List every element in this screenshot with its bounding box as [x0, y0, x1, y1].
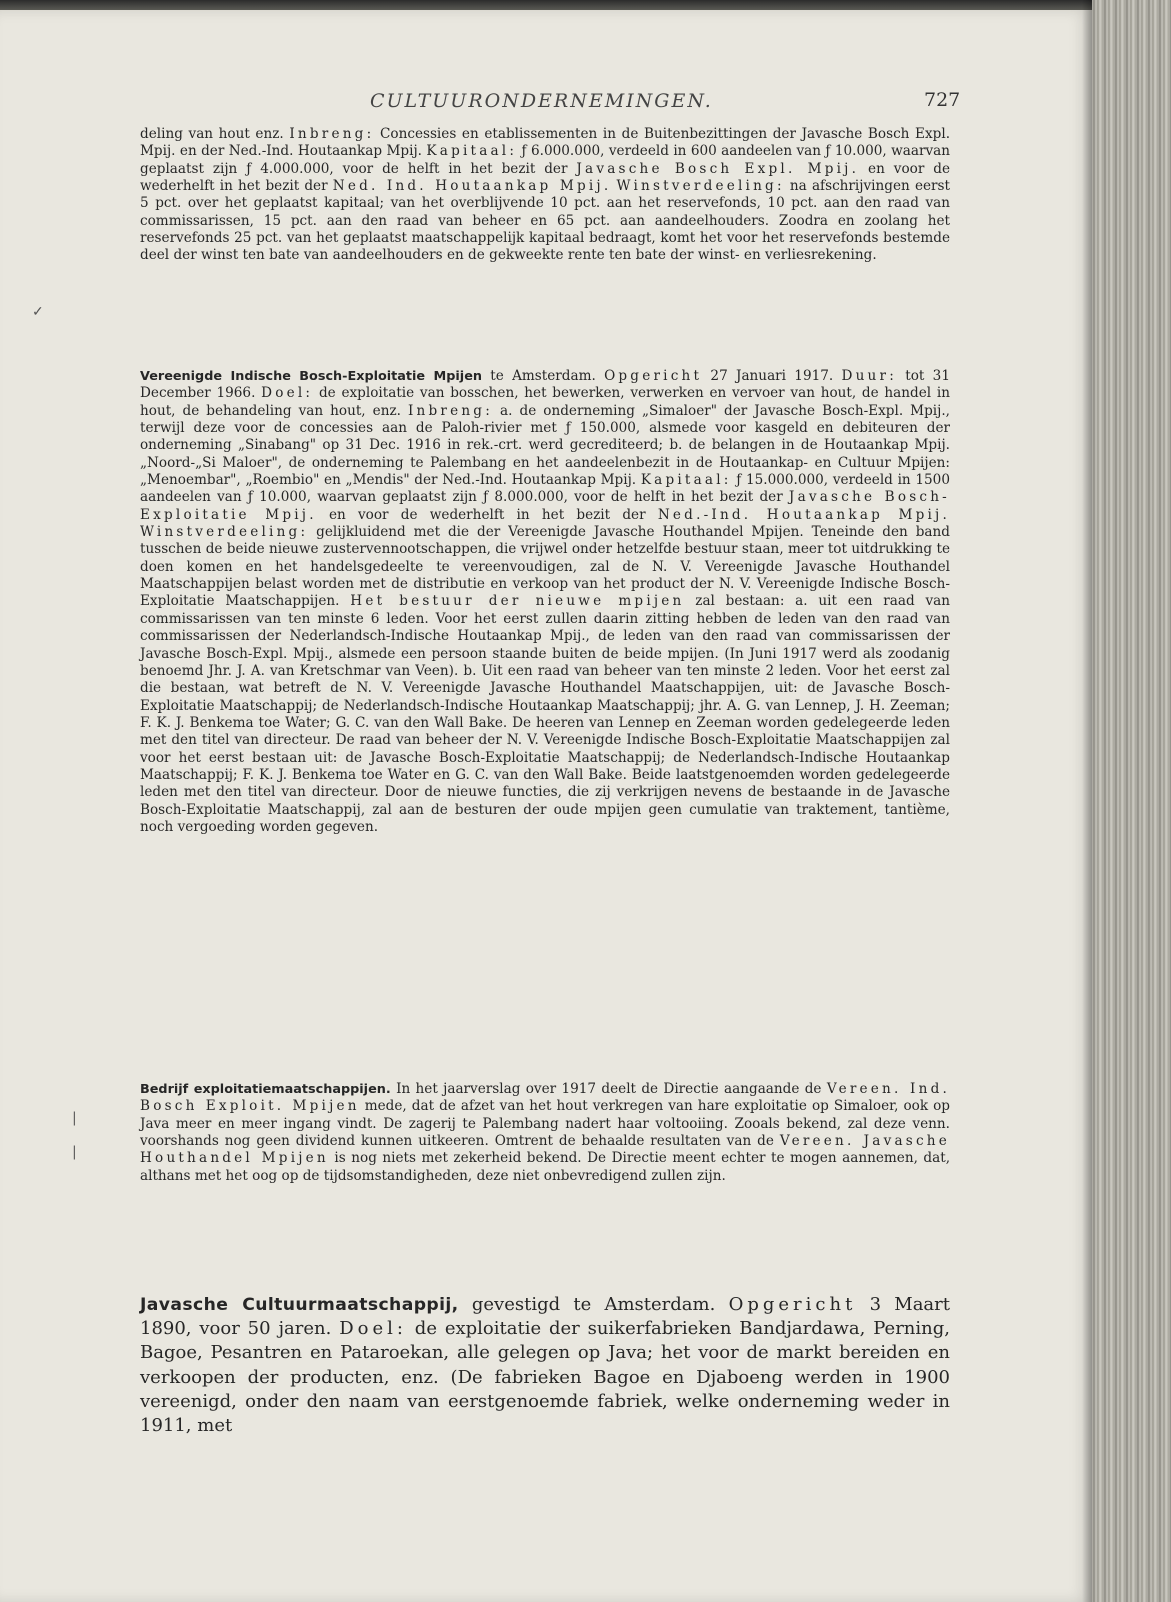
text-run: en voor de wederhelft in het bezit der	[328, 506, 646, 523]
book-page-edges	[1092, 0, 1171, 1602]
spaced-term: Ned.-Ind. Houtaankap Mpij.	[657, 506, 950, 523]
paragraph-houtaankap	[140, 126, 950, 265]
text-run: zal bestaan: a. uit een raad van commissarissen van ten minste 6 leden. Voor het eerst zullen daarin zitting hebben de leden van den raad van commissarissen der Nederlandsch-Indische Houtaankap Mpij., de leden van den raad van commissarissen der Javasche Bosch-Expl. Mpij., alsmede een persoon staande buiten de beide mpijen. (In Juni 1917 werd als zoodanig benoemd Jhr. J. A. van Kretschmar van Veen). b. Uit een raad van beheer van ten minste 2 leden. Voor het eerst zal die bestaan, wat betreft de N. V. Vereenigde Javasche Houthandel Maatschappijen, uit: de Javasche Bosch-Exploitatie Maatschappij; de Nederlandsch-Indische Houtaankap Maatschappij; jhr. A. G. van Lennep, J. H. Zeeman; F. K. J. Benkema toe Water; G. C. van den Wall Bake. De heeren van Lennep en Zeeman worden gedelegeerde leden met den titel van directeur. De raad van beheer der N. V. Vereenigde Indische Bosch-Exploitatie Maatschappijen zal voor het eerst bestaan uit: de Javasche Bosch-Exploitatie Maatschappij; de Nederlandsch-Indische Houtaankap Maatschappij; F. K. J. Benkema toe Water en G. C. van den Wall Bake. Beide laatstgenoemden worden gedelegeerde leden met den titel van directeur. Door de nieuwe functies, die zij verkrijgen nevens de bestaande in de Javasche Bosch-Exploitatie Maatschappij, zal aan de besturen der oude mpijen geen cumulatie van traktement, tantième, noch vergoeding worden gegeven.	[140, 593, 951, 835]
text-run: 27 Januari 1917.	[710, 368, 834, 384]
text-run: Concessies en etablissementen in de Buitenbezittingen der Javasche Bosch Expl. Mpij. en der Ned.-Ind. Houtaankap Mpij.	[140, 126, 951, 160]
paragraph-vereenigde-indische	[140, 368, 950, 836]
spaced-term: Doel:	[339, 1318, 407, 1340]
spaced-term: Het bestuur der nieuwe mpijen	[350, 593, 685, 610]
spaced-term: Kapitaal:	[640, 472, 732, 489]
text-run: 3 Maart 1890, voor 50 jaren.	[140, 1294, 951, 1340]
text-run: ƒ 15.000.000, verdeeld in 1500 aandeelen van ƒ 10.000, waarvan geplaatst zijn ƒ 8.000.000, voor de helft in het bezit der	[140, 472, 950, 506]
spaced-term: Doel:	[261, 385, 314, 402]
spaced-term: Opgericht	[604, 368, 703, 384]
text-run: deling van hout enz.	[140, 126, 284, 142]
text-run: mede, dat de afzet van het hout verkregen van hare exploitatie op Simaloer, ook op Java meer en meer ingang vindt. De zagerij te Palembang nadert haar voltooiing. Zooals bekend, zal deze venn. voorshands nog geen dividend kunnen uitkeeren. Omtrent de behaalde resultaten van de	[140, 1098, 950, 1150]
text-run: a. de onderneming „Simaloer" der Javasche Bosch-Expl. Mpij., terwijl deze voor de concessies aan de Paloh-rivier met ƒ 150.000, alsmede voor kasgeld en debiteuren der onderneming „Sinabang" op 31 Dec. 1916 in rek.-crt. werd gecrediteerd; b. de belangen in de Houtaankap Mpij. „Noord-„Si Maloer", de onderneming te Palembang en het aandeelenbezit in de Houtaankap- en Cultuur Mpijen: „Menoembar", „Roembio" en „Mendis" der Ned.-Ind. Houtaankap Mpij.	[140, 402, 950, 489]
spaced-term: Vereen. Ind. Bosch Exploit. Mpijen	[140, 1081, 950, 1115]
section-heading: Bedrijf exploitatiemaatschappijen.	[140, 1082, 391, 1097]
pencil-mark: |	[72, 1110, 77, 1126]
section-heading: Javasche Cultuurmaatschappij,	[140, 1295, 459, 1315]
spaced-term: Inbreng:	[407, 402, 493, 419]
text-run: en voor de wederhelft in het bezit der	[140, 160, 950, 195]
pencil-mark: |	[72, 1144, 77, 1160]
spaced-term: Duur:	[841, 368, 897, 384]
spaced-term: Javasche Bosch-Exploitatie Mpij.	[140, 489, 950, 523]
text-run: de exploitatie der suikerfabrieken Bandjardawa, Perning, Bagoe, Pesantren en Pataroekan, alle gelegen op Java; het voor de markt bereiden en verkoopen der producten, enz. (De fabrieken Bagoe en Djaboeng werden in 1900 vereenigd, onder den naam van eerstgenoemde fabriek, welke onderneming weder in 1911, met	[140, 1318, 950, 1437]
spaced-term: Opgericht	[728, 1294, 857, 1315]
text-run: tot 31 December 1966.	[140, 368, 950, 402]
pencil-mark: ✓	[32, 304, 44, 320]
text-run: gelijkluidend met die der Vereenigde Javasche Houthandel Mpijen. Teneinde den band tusschen de beide nieuwe zustervennootschappen, die vrijwel onder hetzelfde bestuur staan, meer tot uitdrukking te doen komen en het handelsgedeelte te vereenvoudigen, zal de N. V. Vereenigde Javasche Houthandel Maatschappijen belast worden met de distributie en verkoop van het product der N. V. Vereenigde Indische Bosch-Exploitatie Maatschappijen.	[140, 524, 950, 610]
spaced-term: Javasche Bosch Expl. Mpij.	[576, 160, 860, 177]
text-run: te Amsterdam.	[490, 368, 596, 384]
section-heading: Vereenigde Indische Bosch-Exploitatie Mpijen	[140, 369, 482, 384]
spaced-term: Winstverdeeling:	[616, 178, 785, 195]
book-page	[0, 10, 1092, 1602]
spaced-term: Ned. Ind. Houtaankap Mpij.	[332, 178, 612, 195]
text-run: gevestigd te Amsterdam.	[471, 1294, 716, 1315]
text-run: de exploitatie van bosschen, het bewerken, verwerken en vervoer van hout, de handel in hout, de behandeling van hout, enz.	[140, 385, 950, 419]
page-number: 727	[924, 89, 961, 111]
spaced-term: Inbreng:	[289, 126, 375, 142]
spaced-term: Kapitaal:	[426, 143, 518, 160]
spaced-term: Winstverdeeling:	[140, 524, 309, 541]
text-run: is nog niets met zekerheid bekend. De Directie meent echter te mogen aannemen, dat, althans met het oog op de tijdsomstandigheden, deze niet onbevredigend zullen zijn.	[140, 1150, 951, 1184]
paragraph-bedrijf	[140, 1081, 950, 1185]
spaced-term: Vereen. Javasche Houthandel Mpijen	[140, 1133, 950, 1167]
text-run: In het jaarverslag over 1917 deelt de Directie aangaande de	[396, 1081, 822, 1097]
text-run: na afschrijvingen eerst 5 pct. over het geplaatst kapitaal; van het overblijvende 10 pct. aan het reservefonds, 10 pct. aan den raad van commissarissen, 15 pct. aan den raad van beheer en 65 pct. aan aandeelhouders. Zoodra en zoolang het reservefonds 25 pct. van het geplaatst maatschappelijk kapitaal bedraagt, komt het voor het reservefonds bestemde deel der winst ten bate van aandeelhouders en de gekweekte rente ten bate der winst- en verliesrekening.	[140, 178, 950, 264]
paragraph-javasche-cultuur	[140, 1293, 950, 1438]
running-head: CULTUURONDERNEMINGEN.	[370, 90, 713, 112]
text-run: ƒ 6.000.000, verdeeld in 600 aandeelen van ƒ 10.000, waarvan geplaatst zijn ƒ 4.000.000, voor de helft in het bezit der	[140, 143, 951, 177]
